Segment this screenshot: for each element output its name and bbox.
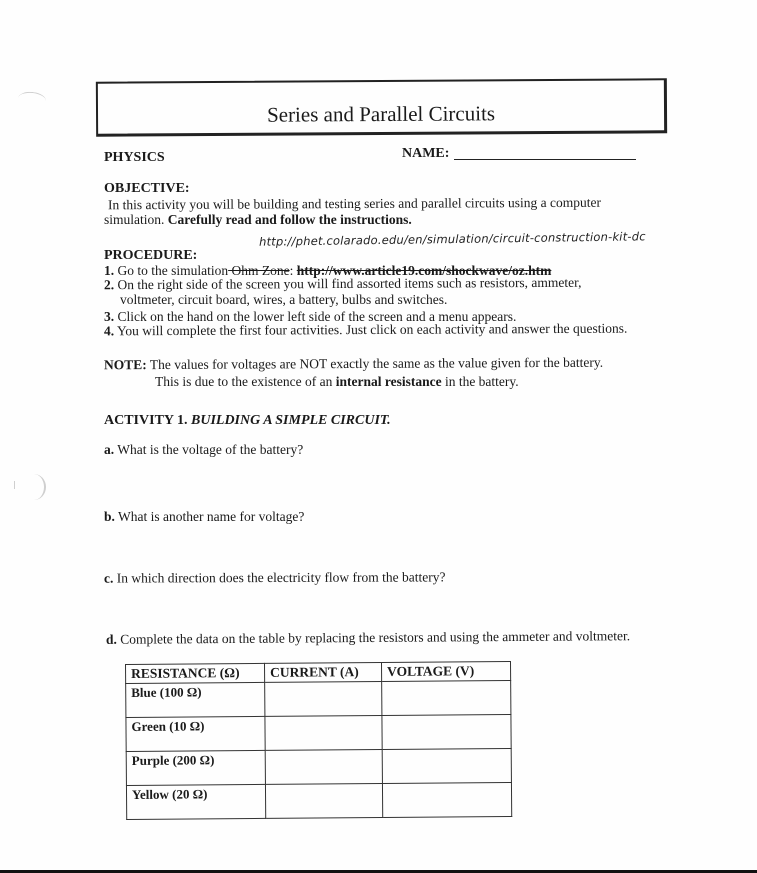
activity-1-heading — [104, 413, 391, 429]
question-letter: d. — [105, 631, 117, 647]
table-row — [126, 714, 511, 751]
note-text: in the battery. — [441, 374, 519, 389]
step-number: 2. — [103, 277, 115, 293]
question-letter: a. — [104, 442, 115, 457]
cell-resistance: Purple (200 Ω) — [126, 750, 265, 785]
question-c — [104, 569, 446, 586]
note-label: NOTE: — [103, 357, 147, 373]
hole-punch-mark — [22, 474, 46, 500]
struck-simulation-name: Ohm Zone — [228, 263, 290, 278]
procedure-step-2-continued: voltmeter, circuit board, wires, a battery, bulbs and switches. — [120, 292, 448, 307]
step-text: On the right side of the screen you will find assorted items such as resistors, ammeter, — [114, 274, 582, 293]
cell-current-input[interactable] — [265, 681, 382, 716]
cell-voltage-input[interactable] — [382, 748, 511, 783]
question-letter: b. — [104, 509, 115, 524]
cell-resistance: Yellow (20 Ω) — [126, 784, 265, 819]
handwritten-url: http://phet.colarado.edu/en/simulation/circuit-construction-kit-dc — [258, 229, 646, 249]
activity-title: BUILDING A SIMPLE CIRCUIT. — [191, 413, 391, 428]
title-box — [96, 78, 667, 136]
name-blank-line[interactable] — [454, 159, 636, 160]
step-text: : — [289, 263, 297, 278]
procedure-step-4 — [104, 321, 627, 340]
table-row — [126, 680, 511, 717]
cell-voltage-input[interactable] — [382, 680, 511, 715]
table-row — [126, 748, 511, 785]
note-text: This is due to the existence of an — [155, 374, 336, 389]
step-number: 3. — [104, 309, 115, 324]
cell-voltage-input[interactable] — [382, 782, 511, 817]
cell-voltage-input[interactable] — [382, 714, 511, 749]
scan-artifact-mark — [17, 91, 46, 109]
question-b — [104, 509, 304, 525]
question-a — [104, 442, 303, 458]
objective-instruction-bold: Carefully read and follow the instructions. — [167, 212, 412, 227]
name-label: NAME: — [402, 146, 450, 161]
note-text: The values for voltages are NOT exactly the same as the value given for the battery. — [146, 354, 604, 373]
cell-current-input[interactable] — [265, 715, 382, 750]
note-line2 — [155, 374, 519, 390]
cell-resistance: Green (10 Ω) — [126, 716, 265, 751]
step-text: Click on the hand on the lower left side of the screen and a menu appears. — [114, 309, 517, 324]
cell-current-input[interactable] — [265, 783, 382, 818]
question-text: What is another name for voltage? — [114, 509, 305, 524]
header-current: CURRENT (A) — [264, 662, 381, 682]
table-row — [126, 782, 511, 819]
hole-punch-mark-detail — [14, 481, 21, 489]
cell-current-input[interactable] — [265, 749, 382, 784]
note-line1 — [104, 355, 603, 374]
objective-text-line2 — [104, 212, 412, 228]
page-title: Series and Parallel Circuits — [266, 101, 496, 127]
step-text: You will complete the first four activities. Just click on each activity and answer the questions. — [114, 320, 628, 339]
objective-text-line1: In this activity you will be building and testing series and parallel circuits using a computer — [107, 194, 602, 213]
resistance-data-table — [125, 661, 512, 820]
cell-resistance: Blue (100 Ω) — [126, 682, 265, 717]
activity-label: ACTIVITY 1. — [104, 413, 191, 428]
struck-url: http://www.article19.com/shockwave/oz.htm — [296, 263, 552, 278]
procedure-heading: PROCEDURE: — [104, 248, 198, 263]
question-letter: c. — [103, 570, 114, 586]
question-text: Complete the data on the table by replacing the resistors and using the ammeter and voltmeter. — [116, 628, 631, 647]
question-text: In which direction does the electricity flow from the battery? — [113, 569, 446, 586]
objective-plain: simulation. — [104, 212, 168, 227]
question-text: What is the voltage of the battery? — [114, 442, 304, 457]
subject-label: PHYSICS — [104, 150, 165, 165]
note-bold-term: internal resistance — [335, 374, 442, 389]
procedure-step-2 — [104, 275, 582, 293]
step-number: 1. — [104, 263, 115, 278]
question-d — [106, 628, 630, 648]
header-resistance: RESISTANCE (Ω) — [126, 663, 265, 683]
step-text: Go to the simulation — [114, 263, 229, 278]
header-voltage: VOLTAGE (V) — [381, 661, 510, 681]
step-number: 4. — [103, 323, 115, 339]
objective-heading: OBJECTIVE: — [104, 181, 190, 196]
